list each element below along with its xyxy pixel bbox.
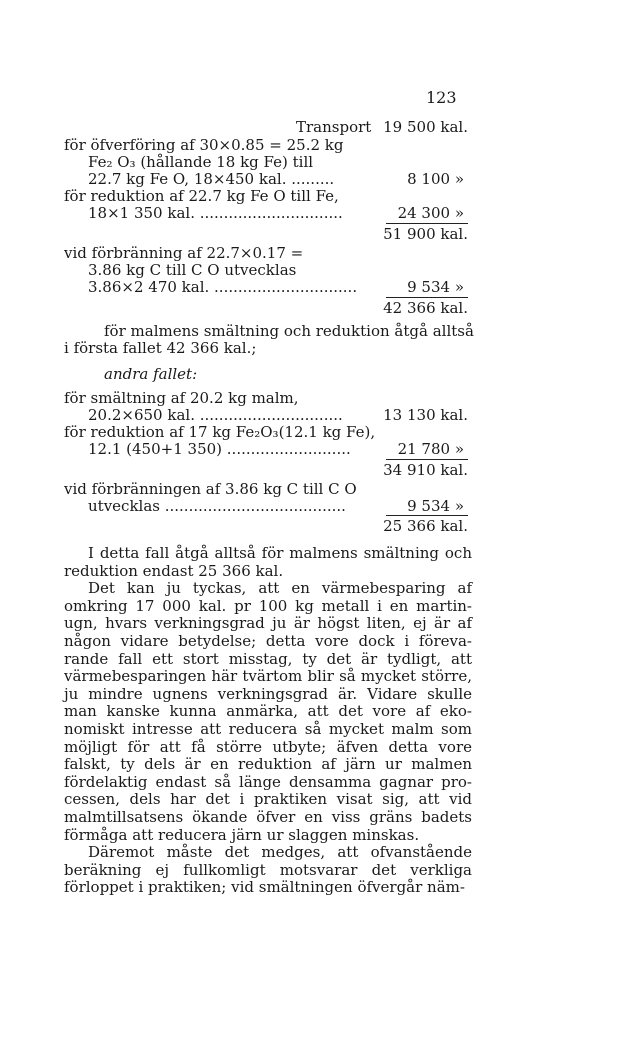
case2-subtotal: 34 910 kal.: [383, 461, 468, 479]
case2-total: 25 366 kal.: [383, 517, 468, 535]
body-paragraph: I detta fall åtgå alltså för malmens smältning och reduktion endast 25 366 kal.: [64, 544, 472, 580]
case2-value: 21 780 »: [397, 440, 464, 458]
transport-value: 19 500 kal.: [383, 118, 468, 136]
case1-line: 3.86 kg C till C O utvecklas: [88, 261, 297, 279]
case2-line: för reduktion af 17 kg Fe₂O₃(12.1 kg Fe),: [64, 423, 376, 441]
case2-line: för smältning af 20.2 kg malm,: [64, 389, 299, 407]
summary-line: för malmens smältning och reduktion åtgå alltså: [104, 322, 474, 340]
case1-line: för reduktion af 22.7 kg Fe O till Fe,: [64, 187, 339, 205]
case1-line: 22.7 kg Fe O, 18×450 kal. .........: [88, 170, 335, 188]
case1-line: för öfverföring af 30×0.85 = 25.2 kg: [64, 136, 344, 154]
case1-total: 42 366 kal.: [383, 299, 468, 317]
case2-value: 13 130 kal.: [383, 406, 468, 424]
case1-line: Fe₂ O₃ (hållande 18 kg Fe) till: [88, 153, 314, 171]
body-paragraph: Däremot måste det medges, att ofvanstående beräkning ej fullkomligt motsvarar det verkliga förloppet i praktiken; vid smältningen öfvergår näm-: [64, 843, 472, 897]
case2-heading: andra fallet:: [104, 365, 198, 383]
sum-rule: [386, 297, 468, 298]
case2-line: 20.2×650 kal. ..............................: [88, 406, 343, 424]
body-paragraph: Det kan ju tyckas, att en värmebesparing af omkring 17 000 kal. pr 100 kg metall i en martin-ugn, hvars verkningsgrad ju är högst liten, ej är af någon vidare betydelse; detta vore dock i föreva-rande fall ett stort misstag, ty det är tydligt, att värmebesparingen här tvärtom blir så mycket större, ju mindre ugnens verkningsgrad är. Vidare skulle man kanske kunna anmärka, att det vore af eko-nomiskt intresse att reducera så mycket malm som möjligt för att få större utbyte; äfven detta vore falskt, ty dels är en reduktion af järn ur malmen fördelaktig endast så länge densamma gagnar pro-cessen, dels har det i praktiken visat sig, att vid malmtillsatsens ökande öfver en viss gräns badets förmåga att reducera järn ur slaggen minskas.: [64, 579, 472, 844]
sum-rule: [386, 223, 468, 224]
summary-line: i första fallet 42 366 kal.;: [64, 339, 257, 357]
case2-value: 9 534 »: [407, 497, 464, 515]
case2-line: 12.1 (450+1 350) ..........................: [88, 440, 351, 458]
transport-label: Transport: [296, 118, 372, 136]
case1-line: vid förbränning af 22.7×0.17 =: [64, 244, 304, 262]
body-text: [64, 545, 472, 897]
case1-subtotal: 51 900 kal.: [383, 225, 468, 243]
case2-line: vid förbränningen af 3.86 kg C till C O: [64, 480, 357, 498]
case2-line: utvecklas ......................................: [88, 497, 346, 515]
case1-value: 24 300 »: [397, 204, 464, 222]
page-number: 123: [426, 88, 457, 107]
sum-rule: [386, 459, 468, 460]
sum-rule: [386, 515, 468, 516]
case1-value: 8 100 »: [407, 170, 464, 188]
case1-line: 18×1 350 kal. ..............................: [88, 204, 343, 222]
case1-line: 3.86×2 470 kal. ..............................: [88, 278, 358, 296]
case1-value: 9 534 »: [407, 278, 464, 296]
